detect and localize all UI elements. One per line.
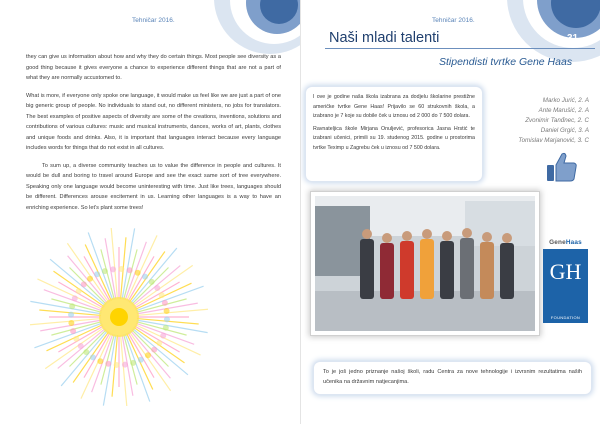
flower-petal: [127, 267, 133, 273]
student-name: Ante Marušić, 2. A: [538, 107, 589, 115]
flower-petal: [149, 279, 155, 285]
info-paragraph: Ravnateljica škole Mirjana Onuljević, profesorica Jasna Hrstić te izabrani učenici, primili su 19. studenog 2015. godine u prostorima tvrtke Teximp u Zagrebu ček u iznosu od 7 500 dolara.: [313, 125, 475, 151]
group-photo: [311, 192, 539, 335]
logo-wordmark: [541, 239, 590, 246]
flower-petal: [159, 292, 165, 298]
page-header: Tehničar 2016.: [132, 17, 175, 24]
flower-petal: [138, 357, 144, 363]
flower-petal: [83, 349, 89, 355]
student-list: [518, 96, 589, 146]
logo-word-gene: Gene: [549, 239, 566, 246]
info-paragraph: I ove je godine naša škola izabrana za dodjelu školarine prestižne američke tvrtke Gene Haas! Prijavilo se 60 strukovnih škola, a izabrano je 7 koje su dobile ček u iznosu od 2 000 do 7 500 dolara.: [313, 94, 475, 120]
flower-petal: [151, 347, 157, 353]
flower-petal: [73, 336, 79, 342]
title-divider: [325, 48, 595, 49]
flower-petal: [90, 354, 96, 360]
flower-petal: [160, 333, 166, 339]
logo-monogram: GH: [549, 259, 582, 284]
flower-petal: [94, 271, 100, 277]
flower-petal: [145, 352, 151, 358]
page-number: 31: [567, 33, 579, 44]
page-title: Naši mladi talenti: [329, 30, 440, 46]
flower-petal: [114, 362, 120, 368]
flower-petal: [164, 308, 170, 314]
flower-petal: [69, 303, 75, 309]
logo-footer: FOUNDATION: [550, 315, 581, 320]
page-header: Tehničar 2016.: [432, 17, 475, 24]
flower-petal: [154, 285, 160, 291]
flower-petal: [78, 343, 84, 349]
flower-petal: [76, 288, 82, 294]
thumbs-up-icon: [545, 150, 579, 184]
flower-illustration: [30, 228, 208, 406]
flower-petal: [164, 316, 170, 322]
paragraph: What is more, if everyone only spoke one language, it would make us feel like we are just a part of one big generic group of people. No individuals to stand out, no different ministers, no jobs for translators. The best examples of positive aspects of diversity are some of the creations, inventions, solutions and contributions of various cultures: music and musical instruments, dances, works of art, plants, clothes and unique foods and drinks. Also, it is important that languages interact because every language includes words for things that do not exist in all cultures.: [26, 92, 281, 151]
flower-petal: [81, 281, 87, 287]
paragraph: they can give us information about how and why they do certain things. Most people see diversity as a good thing because it gives everyone a chance to experience different things that are not a part of what they are normally accustomed to.: [26, 54, 281, 81]
logo-word-haas: Haas: [565, 239, 582, 246]
info-box: [306, 87, 482, 181]
flower-petal: [102, 268, 108, 274]
flower-petal: [105, 361, 111, 367]
flower-petal: [72, 295, 78, 301]
logo-box: [543, 249, 588, 323]
article-text: [26, 52, 281, 220]
flower-petal: [156, 340, 162, 346]
flower-petal: [70, 328, 76, 334]
flower-petal: [87, 276, 93, 282]
flower-petal: [130, 360, 136, 366]
flower-petal: [68, 320, 74, 326]
flower-petal: [110, 266, 116, 272]
student-name: Tomislav Marjanović, 3. C: [518, 137, 589, 145]
student-name: Marko Jurić, 2. A: [542, 97, 589, 104]
student-name: Daniel Grgić, 3. A: [540, 127, 589, 135]
flower-petal: [162, 300, 168, 306]
flower-petal: [97, 358, 103, 364]
bottom-note: To je još jedno priznanje našoj školi, radu Centra za nove tehnologije i izvrsnim rezultatima naših učenika na državnim natjecanjima.: [314, 362, 591, 394]
section-subtitle: Stipendisti tvrtke Gene Haas: [439, 56, 573, 68]
flower-petal: [135, 270, 141, 276]
flower-petal: [118, 266, 124, 272]
right-page: [300, 0, 600, 424]
flower-petal: [122, 362, 128, 368]
gene-haas-logo: [541, 239, 590, 324]
flower-petal: [163, 325, 169, 331]
paragraph: To sum up, a diverse community teaches us to value the difference in people and cultures. It would be dull and boring to travel around Europe and see the exact same sort of tree everywhere. Speaking only one language would become uninteresting with time. Just like trees, languages should be different. Differences arouse excitement in us. Learning other languages is a way to have an enriching experience. So let's plant some trees!: [26, 162, 281, 211]
flower-petal: [142, 274, 148, 280]
flower-petal: [68, 312, 74, 318]
student-name: Zvonimir Tanđnec, 2. C: [525, 117, 589, 125]
